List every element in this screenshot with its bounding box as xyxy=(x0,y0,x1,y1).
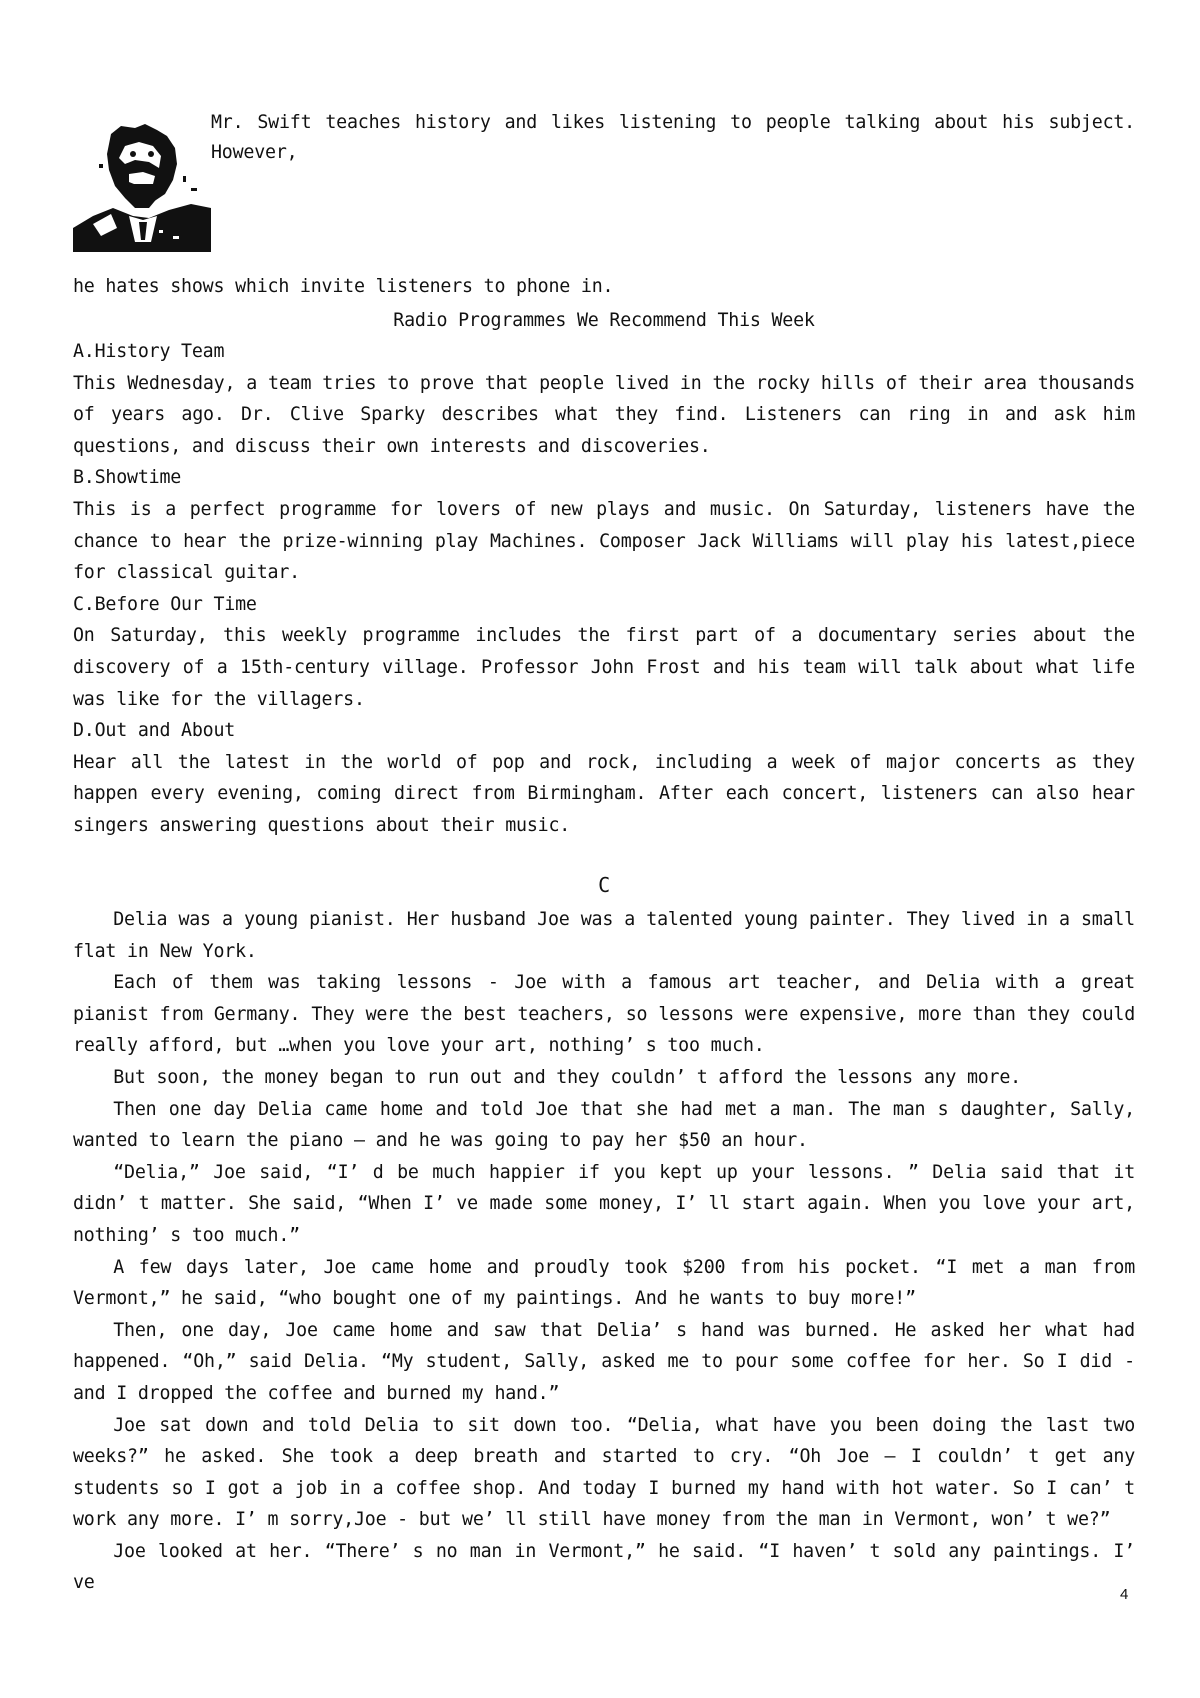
story-paragraph: Then one day Delia came home and told Joe that she had met a man. The man s daughter, Sally, wanted to learn the piano — and he was going to pay her $50 an hour. xyxy=(73,1098,1135,1152)
programme-description: Hear all the latest in the world of pop and rock, including a week of major concerts as they happen every evening, coming direct from Birmingham. After each concert, listeners can also hear singers answering questions about their music. xyxy=(73,751,1135,836)
story-paragraph: Each of them was taking lessons - Joe with a famous art teacher, and Delia with a great pianist from Germany. They were the best teachers, so lessons were expensive, more than they could really afford, but …when you love your art, nothing’ s too much. xyxy=(73,972,1135,1057)
story-paragraph: But soon, the money began to run out and they couldn’ t afford the lessons any more. xyxy=(113,1066,1021,1088)
programme-description: This is a perfect programme for lovers of new plays and music. On Saturday, listeners have the chance to hear the prize-winning play Machines. Composer Jack Williams will play his latest,piece for classical guitar. xyxy=(73,498,1135,584)
programmes-title: Radio Programmes We Recommend This Week xyxy=(393,310,815,331)
programme-description: On Saturday, this weekly programme includes the first part of a documentary series about the discovery of a 15th-century village. Professor John Frost and his team will talk about what life was like for the villagers. xyxy=(73,625,1135,710)
story-paragraph: Then, one day, Joe came home and saw that Delia’ s hand was burned. He asked her what had happened. “Oh,” said Delia. “My student, Sally, asked me to pour some coffee for her. So I did - and I dropped the coffee and burned my hand.” xyxy=(73,1319,1135,1404)
programme-label: C.Before Our Time xyxy=(73,593,257,615)
programme-label: A.History Team xyxy=(73,341,225,362)
programme-description: This Wednesday, a team tries to prove that people lived in the rocky hills of their area thousands of years ago. Dr. Clive Sparky describes what they find. Listeners can ring in and ask him questions, and discuss their own interests and discoveries. xyxy=(73,372,1135,457)
portrait-photo xyxy=(73,124,211,252)
story-paragraph: “Delia,” Joe said, “I’ d be much happier if you kept up your lessons. ” Delia said that it didn’ t matter. She said, “When I’ ve made some money, I’ ll start again. When you love your art, nothing’ s too much.” xyxy=(73,1161,1135,1246)
programme-label: B.Showtime xyxy=(73,467,182,489)
story-paragraph: Joe looked at her. “There’ s no man in Vermont,” he said. “I haven’ t sold any paintings. I’ ve xyxy=(73,1540,1135,1594)
story-paragraph: Delia was a young pianist. Her husband Joe was a talented young painter. They lived in a small flat in New York. xyxy=(73,909,1135,962)
story-text xyxy=(73,904,1135,1599)
intro-line-1: Mr. Swift teaches history and likes listening to people talking about his subject. However, xyxy=(211,112,1135,163)
programme-label: D.Out and About xyxy=(73,720,236,742)
programme-item xyxy=(73,336,1135,462)
programme-item xyxy=(73,589,1135,715)
story-paragraph: Joe sat down and told Delia to sit down too. “Delia, what have you been doing the last two weeks?” he asked. She took a deep breath and started to cry. “Oh Joe — I couldn’ t get any students so I got a job in a coffee shop. And today I burned my hand with hot water. So I can’ t work any more. I’ m sorry,Joe - but we’ ll still have money from the man in Vermont, won’ t we?” xyxy=(73,1414,1135,1531)
intro-line-2: he hates shows which invite listeners to phone in. xyxy=(73,276,614,297)
programme-item xyxy=(73,462,1135,588)
programme-item xyxy=(73,715,1135,841)
story-paragraph: A few days later, Joe came home and proudly took $200 from his pocket. “I met a man from Vermont,” he said, “who bought one of my paintings. And he wants to buy more!” xyxy=(73,1256,1135,1310)
programmes-list xyxy=(73,336,1135,842)
page-number: 4 xyxy=(1120,1586,1129,1603)
section-heading: C xyxy=(598,873,610,897)
